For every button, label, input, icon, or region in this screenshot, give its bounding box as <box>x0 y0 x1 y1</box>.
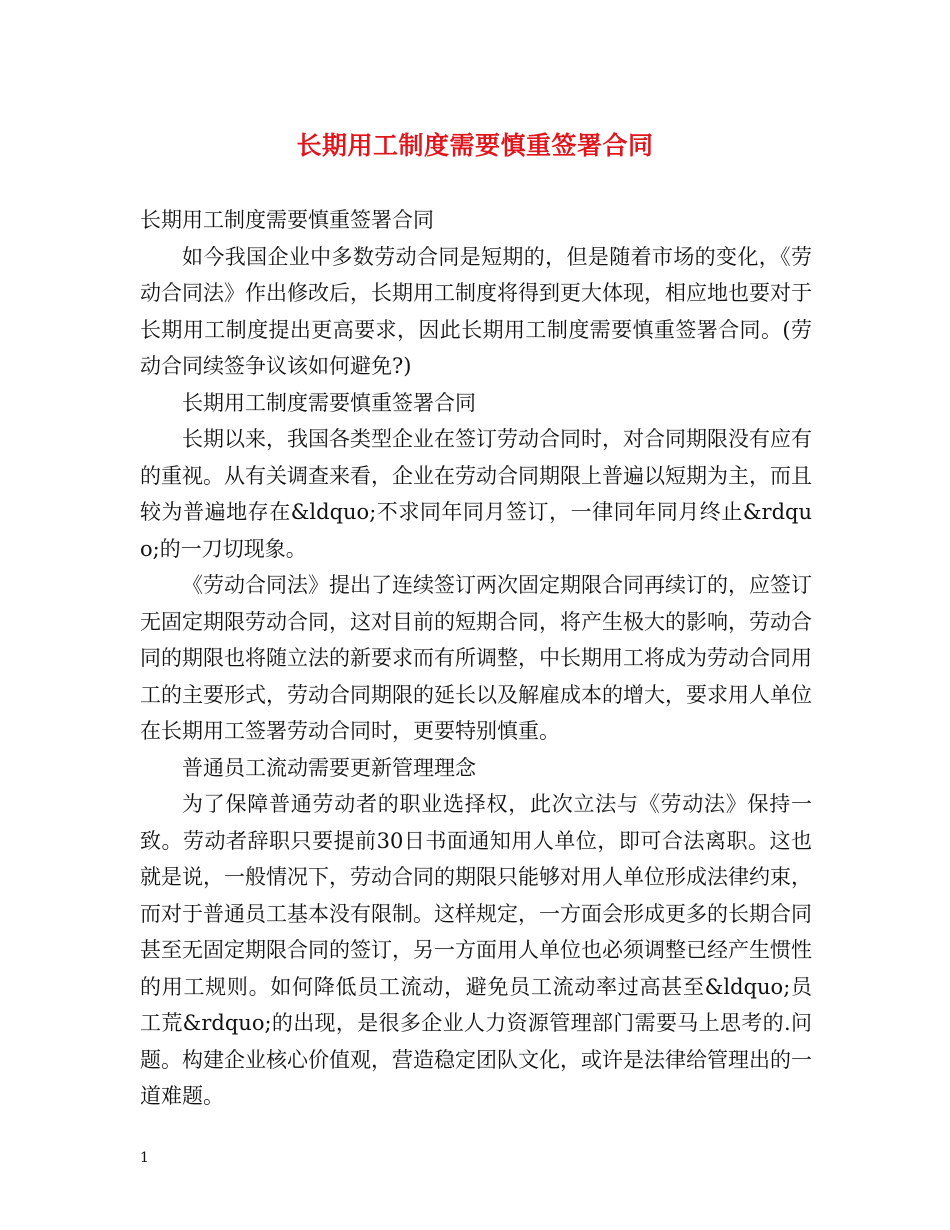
body-paragraph-4: 长期以来，我国各类型企业在签订劳动合同时，对合同期限没有应有的重视。从有关调查来看，企业在劳动合同期限上普遍以短期为主，而且较为普遍地存在&ldquo;不求同年同月签订，一律同年同月终止&rdquo;的一刀切现象。 <box>140 427 812 561</box>
body-paragraph-2: 如今我国企业中多数劳动合同是短期的，但是随着市场的变化，《劳动合同法》作出修改后，长期用工制度将得到更大体现，相应地也要对于长期用工制度提出更高要求，因此长期用工制度需要慎重签署合同。(劳动合同续签争议该如何避免?) <box>140 244 812 378</box>
body-paragraph-7: 为了保障普通劳动者的职业选择权，此次立法与《劳动法》保持一致。劳动者辞职只要提前30日书面通知用人单位，即可合法离职。这也就是说，一般情况下，劳动合同的期限只能够对用人单位形成法律约束，而对于普通员工基本没有限制。这样规定，一方面会形成更多的长期合同甚至无固定期限合同的签订，另一方面用人单位也必须调整已经产生惯性的用工规则。如何降低员工流动，避免员工流动率过高甚至&ldquo;员工荒&rdquo;的出现，是很多企业人力资源管理部门需要马上思考的.问题。构建企业核心价值观，营造稳定团队文化，或许是法律给管理出的一道难题。 <box>140 792 812 1108</box>
body-paragraph-5: 《劳动合同法》提出了连续签订两次固定期限合同再续订的，应签订无固定期限劳动合同，这对目前的短期合同，将产生极大的影响，劳动合同的期限也将随立法的新要求而有所调整，中长期用工将成为劳动合同用工的主要形式，劳动合同期限的延长以及解雇成本的增大，要求用人单位在长期用工签署劳动合同时，更要特别慎重。 <box>140 573 812 743</box>
section-heading-paragraph-6: 普通员工流动需要更新管理理念 <box>182 755 476 780</box>
document-title: 长期用工制度需要慎重签署合同 <box>296 131 654 160</box>
section-heading-paragraph-3: 长期用工制度需要慎重签署合同 <box>182 390 476 415</box>
body-paragraph-1: 长期用工制度需要慎重签署合同 <box>140 208 434 232</box>
document-body <box>140 202 812 1115</box>
page-number: 1 <box>140 1150 149 1166</box>
